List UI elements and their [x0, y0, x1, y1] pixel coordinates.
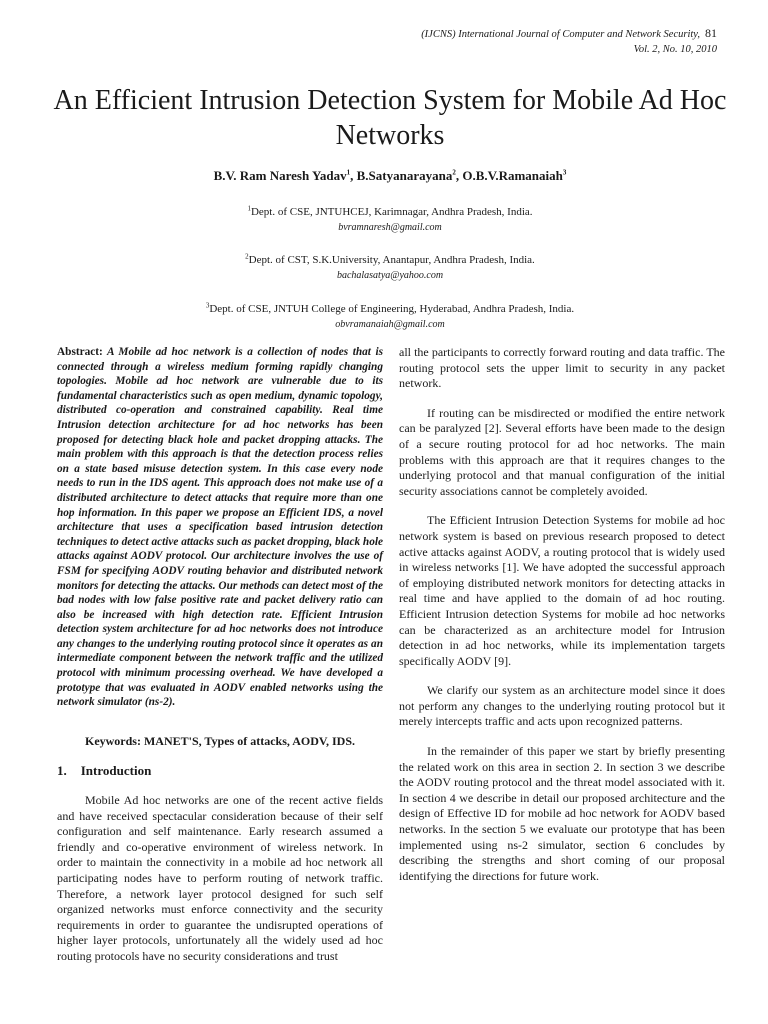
affiliation-email: bachalasatya@yahoo.com — [336, 270, 444, 281]
affiliation-marker: 2 — [245, 252, 249, 261]
section-title: Introduction — [80, 763, 152, 779]
author-name: O.B.V.Ramanaiah — [462, 168, 563, 183]
author-separator: , — [350, 168, 357, 183]
abstract-text: A Mobile ad hoc network is a collection of nodes that is connected through a wireless medium forming rapidly changing topologies. Mobile ad hoc network are vulnerable due to its fundamental characteristics such as open medium, dynamic topology, distributed co-operation and constrained capability. Real time Intrusion detection architecture for ad hoc networks has been proposed for detecting black hole and packet dropping attacks. The main problem with this approach is that the detection process relies on a state based misuse detection system. In this case every node needs to run in the IDS agent. This approach does not make use of a distributed architecture to detect attacks that require more than one hop information. In this paper we propose an Efficient IDS, a novel architecture that uses a specification based intrusion detection techniques to detect active attacks such as packet dropping, black hole attacks against AODV protocol. Our architecture involves the use of FSM for specifying AODV routing behavior and distributed network monitors for detecting the attacks. Our methods can detect most of the bad nodes with low false positive rate and packet delivery ratio can also be increased with high detection rate. Efficient Intrusion detection system architecture for ad hoc networks does not introduce any changes to the underlying routing protocol since it operates as an intermediate component between the network traffic and the utilized protocol with minimum processing overhead. We have developed a prototype that was evaluated in AODV enabled networks using the network simulator (ns-2). — [57, 346, 384, 709]
keywords: Keywords: MANET'S, Types of attacks, AODV, IDS. — [84, 733, 356, 748]
running-header — [421, 26, 717, 57]
left-column — [57, 345, 383, 965]
paragraph: all the participants to correctly forward routing and data traffic. The routing protocol sets the upper limit to security in any packet network. — [399, 345, 725, 391]
affiliation-3 — [40, 302, 740, 332]
author-affiliation-marker: 1 — [346, 168, 351, 177]
affiliation-1 — [40, 205, 740, 235]
paragraph: In the remainder of this paper we start by briefly presenting the related work on this area in section 2. In section 3 we describe the AODV routing protocol and the threat model associated with it. In section 4 we describe in detail our proposed architecture and the design of Effective ID for mobile ad hoc network for AODV based networks. In the section 5 we evaluate our prototype that has been implemented using ns-2 simulator, section 6 concludes by describing the strengths and short coming of our proposal identifying the directions for future work. — [399, 744, 725, 883]
paragraph: The Efficient Intrusion Detection Systems for mobile ad hoc network system is based on previous research proposed to detect active attacks against AODV, a routing protocol that is widely used in wireless networks [1]. We have adopted the successful approach of employing distributed network monitors for detecting attacks in real time and have applied to the domain of ad hoc routing. Efficient Intrusion detection Systems for mobile ad hoc networks can be characterized as an architecture model for Intrusion detection in ad hoc networks, while its implementation targets specifically AODV [9]. — [399, 513, 725, 668]
abstract — [57, 345, 383, 710]
author-name: B.Satyanarayana — [356, 168, 453, 183]
paper-title: An Efficient Intrusion Detection System for Mobile Ad Hoc Networks — [53, 85, 727, 151]
journal-name: (IJCNS) International Journal of Computer and Network Security, — [421, 29, 700, 40]
author-list — [40, 168, 740, 184]
author-name: B.V. Ram Naresh Yadav — [213, 168, 347, 183]
paragraph: We clarify our system as an architecture model since it does not perform any changes to the underlying routing protocol but it merely intercepts traffic and acts upon recognized patterns. — [399, 683, 725, 729]
affiliation-marker: 3 — [205, 301, 210, 310]
affiliation-marker: 1 — [247, 204, 251, 213]
affiliation-dept: Dept. of CSE, JNTUH College of Engineering, Hyderabad, Andhra Pradesh, India. — [209, 303, 575, 315]
affiliation-email: obvramanaiah@gmail.com — [335, 319, 445, 330]
affiliation-email: bvramnaresh@gmail.com — [338, 222, 442, 233]
author-affiliation-marker: 2 — [452, 168, 456, 177]
paragraph: Mobile Ad hoc networks are one of the recent active fields and have received spectacular consideration because of their self configuration and self maintenance. Early research assumed a friendly and co-operative environment of wireless network. In order to maintain the connectivity in a mobile ad hoc network all participating nodes have to perform routing of network traffic. Therefore, a network layer protocol designed for such self organized networks must enforce connectivity and the security requirements in order to guarantee the undisrupted operations of higher layer protocols, unfortunately all the widely used ad hoc routing protocols have no security considerations and trust — [57, 793, 383, 963]
abstract-label: Abstract: — [57, 346, 103, 358]
section-number: 1. — [57, 763, 67, 779]
paragraph: If routing can be misdirected or modified the entire network can be paralyzed [2]. Several efforts have been made to the design of a secure routing protocol for ad hoc networks. The main problems with this approach are that it requires changes to the underlying protocol and that manual configuration of the initial security associations cannot be completely avoided. — [399, 405, 725, 498]
author-affiliation-marker: 3 — [562, 168, 567, 177]
author-separator: , — [455, 168, 463, 183]
affiliation-dept: Dept. of CST, S.K.University, Anantapur, Andhra Pradesh, India. — [248, 254, 535, 266]
journal-volume: Vol. 2, No. 10, 2010 — [633, 44, 717, 55]
page-number: 81 — [705, 26, 717, 40]
section-heading — [57, 763, 383, 779]
affiliation-2 — [40, 253, 740, 283]
right-column — [399, 345, 725, 884]
affiliation-dept: Dept. of CSE, JNTUHCEJ, Karimnagar, Andhra Pradesh, India. — [250, 206, 533, 218]
